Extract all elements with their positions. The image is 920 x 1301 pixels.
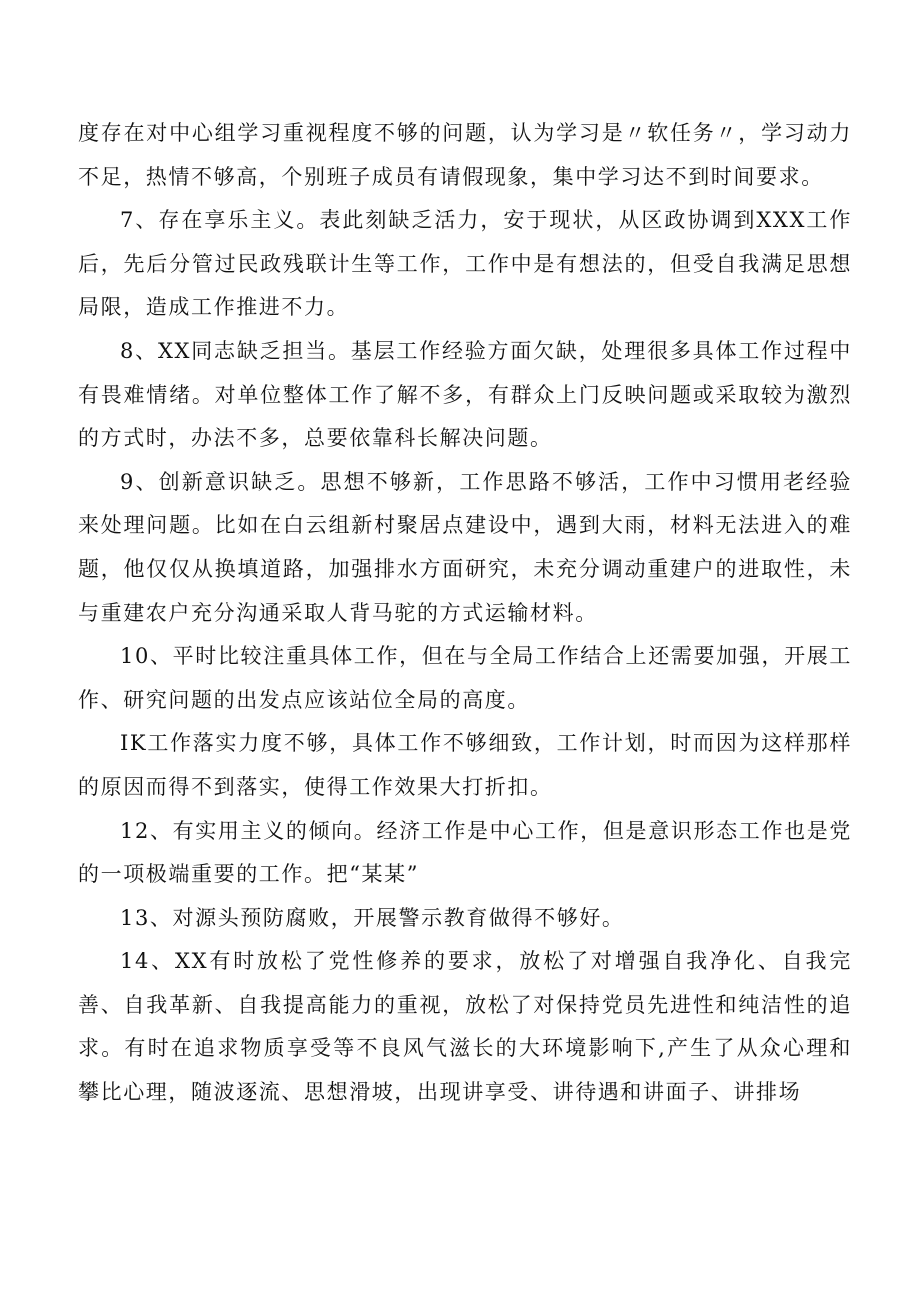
paragraph-continuation: 度存在对中心组学习重视程度不够的问题，认为学习是〃软任务〃，学习动力不足，热情不够高，个别班子成员有请假现象，集中学习达不到时间要求。 xyxy=(78,121,852,189)
paragraph-item-7: 7、存在享乐主义。表此刻缺乏活力，安于现状，从区政协调到XXX工作后，先后分管过民政残联计生等工作，工作中是有想法的，但受自我满足思想局限，造成工作推进不力。 xyxy=(78,208,852,320)
paragraph-item-10: 10、平时比较注重具体工作，但在与全局工作结合上还需要加强，开展工作、研究问题的出发点应该站位全局的高度。 xyxy=(78,644,852,712)
paragraph-item-13: 13、对源头预防腐败，开展警示教育做得不够好。 xyxy=(120,905,625,930)
paragraph-item-12: 12、有实用主义的倾向。经济工作是中心工作，但是意识形态工作也是党的一项极端重要的工作。把“某某” xyxy=(78,818,852,887)
paragraph-item-8: 8、XX同志缺乏担当。基层工作经验方面欠缺，处理很多具体工作过程中有畏难情绪。对单位整体工作了解不多，有群众上门反映问题或采取较为激烈的方式时，办法不多，总要依靠科长解决问题。 xyxy=(78,338,852,451)
document-body xyxy=(78,112,852,1115)
paragraph-item-14: 14、XX有时放松了党性修养的要求，放松了对增强自我净化、自我完善、自我革新、自我提高能力的重视，放松了对保持党员先进性和纯洁性的追求。有时在追求物质享受等不良风气滋长的大环境影响下,产生了从众心理和攀比心理，随波逐流、思想滑坡，出现讲享受、讲待遇和讲面子、讲排场 xyxy=(78,949,852,1105)
paragraph-item-9: 9、创新意识缺乏。思想不够新，工作思路不够活，工作中习惯用老经验来处理问题。比如在白云组新村聚居点建设中，遇到大雨，材料无法进入的难题，他仅仅从换填道路，加强排水方面研究，未充分调动重建户的进取性，未与重建农户充分沟通采取人背马驼的方式运输材料。 xyxy=(78,469,852,625)
paragraph-item-11: IK工作落实力度不够，具体工作不够细致，工作计划，时而因为这样那样的原因而得不到落实，使得工作效果大打折扣。 xyxy=(78,731,852,799)
